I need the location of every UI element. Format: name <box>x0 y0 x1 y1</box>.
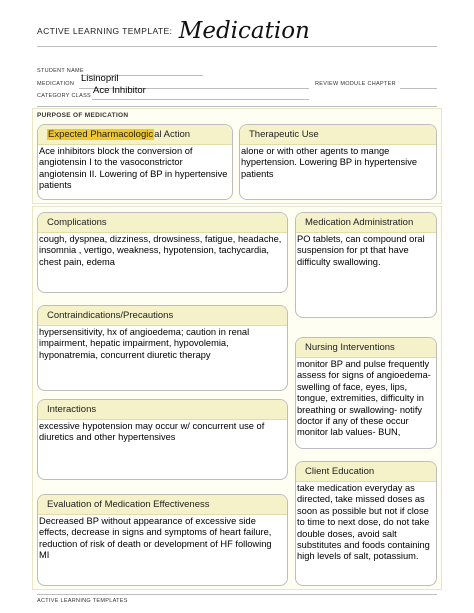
interactions-box <box>37 399 288 480</box>
text-line: diuretics and other hypertensives <box>39 432 176 443</box>
text-line: breathing or swallowing- notify <box>297 404 423 415</box>
text-line: take medication everyday as <box>297 483 415 493</box>
text-line: cough, dyspnea, dizziness, drowsiness, fatigue, headache, <box>39 234 282 244</box>
text-line: assess for signs of angioedema- <box>297 370 431 381</box>
text-line: alone or with other agents to mange <box>241 146 390 156</box>
client-education-title: Client Education <box>296 462 436 482</box>
template-name: Medication <box>178 18 310 44</box>
template-label: ACTIVE LEARNING TEMPLATE: <box>37 26 173 36</box>
text-line: impairment, hepatic impairment, hypovolemia, <box>39 338 229 349</box>
medication-label: MEDICATION <box>37 81 75 87</box>
text-line: suspension for pt that have <box>297 245 409 256</box>
text-line: reduction of risk of death or development of HF following <box>39 538 272 549</box>
text-line: hypertension. Lowering BP in hypertensive <box>241 157 418 168</box>
text-line: Ace inhibitors block the conversion of <box>39 146 193 156</box>
footer-text: ACTIVE LEARNING TEMPLATES <box>37 598 128 604</box>
text-line: excessive hypotension may occur w/ concurrent use of <box>39 421 265 431</box>
text-line: doctor if any of these occur <box>297 416 409 427</box>
text-line: hyponatremia, concurrent diuretic therapy <box>39 349 211 360</box>
text-line: hypersensitivity, hx of angioedema; caution in renal <box>39 327 250 337</box>
interactions-title: Interactions <box>38 400 287 420</box>
template-header <box>37 18 310 44</box>
therapeutic-use-text[interactable] <box>241 146 433 180</box>
nursing-interventions-text[interactable] <box>297 359 433 439</box>
text-line: directed, take missed doses as <box>297 494 425 505</box>
evaluation-text[interactable] <box>39 516 284 562</box>
text-line: monitor BP and pulse frequently <box>297 359 430 369</box>
medication-administration-text[interactable] <box>297 234 433 268</box>
complications-text[interactable] <box>39 234 284 268</box>
client-education-box <box>295 461 437 586</box>
footer-divider <box>37 594 437 595</box>
expected-action-title-highlight: Expected Pharmacologic <box>48 129 154 140</box>
text-line: patients <box>39 180 72 191</box>
evaluation-title: Evaluation of Medication Effectiveness <box>38 495 287 515</box>
expected-action-text[interactable] <box>39 146 229 192</box>
purpose-section-title: PURPOSE OF MEDICATION <box>37 112 129 119</box>
text-line: to time to next dose, do not take <box>297 517 430 528</box>
category-class-line <box>92 99 309 100</box>
review-module-line <box>400 88 437 89</box>
text-line: double doses, avoid salt <box>297 528 397 539</box>
contraindications-title: Contraindications/Precautions <box>38 306 287 326</box>
interactions-text[interactable] <box>39 421 284 444</box>
therapeutic-use-title: Therapeutic Use <box>240 125 436 145</box>
contraindications-box <box>37 305 288 391</box>
text-line: monitor lab values- BUN, <box>297 427 401 438</box>
expected-action-box <box>37 124 233 200</box>
nursing-interventions-box <box>295 337 437 449</box>
nursing-interventions-title: Nursing Interventions <box>296 338 436 358</box>
text-line: PO tablets, can compound oral <box>297 234 425 244</box>
fields-divider <box>37 106 437 107</box>
contraindications-text[interactable] <box>39 327 284 361</box>
review-module-label: REVIEW MODULE CHAPTER <box>315 81 396 87</box>
text-line: difficulty swallowing. <box>297 256 381 267</box>
category-class-field[interactable]: Ace Inhibitor <box>93 85 146 96</box>
complications-box <box>37 212 288 293</box>
text-line: soon as possible but not if close <box>297 505 429 516</box>
client-education-text[interactable] <box>297 483 433 563</box>
text-line: swelling of face, eyes, lips, <box>297 381 408 392</box>
header-divider <box>37 46 437 47</box>
category-class-label: CATEGORY CLASS <box>37 93 92 99</box>
medication-field[interactable]: Lisinopril <box>81 73 119 84</box>
text-line: MI <box>39 550 50 561</box>
text-line: angiotensin II. Lowering of BP in hypertensive <box>39 168 228 179</box>
text-line: effects, decrease in signs and symptoms of heart failure, <box>39 527 272 538</box>
text-line: chest pain, edema <box>39 256 115 267</box>
text-line: tongue, extremities, difficulty in <box>297 393 424 404</box>
complications-title: Complications <box>38 213 287 233</box>
evaluation-box <box>37 494 288 586</box>
expected-action-title-rest: al Action <box>154 129 191 140</box>
student-name-label: STUDENT NAME <box>37 68 84 74</box>
text-line: insomnia , vertigo, weakness, hypotension, tachycardia, <box>39 245 269 256</box>
therapeutic-use-box <box>239 124 437 200</box>
medication-administration-box <box>295 212 437 318</box>
expected-action-title <box>38 125 232 145</box>
text-line: angiotensin I to the vasoconstrictor <box>39 157 183 168</box>
medication-administration-title: Medication Administration <box>296 213 436 233</box>
text-line: high levels of salt, potassium. <box>297 551 419 562</box>
text-line: patients <box>241 168 274 179</box>
text-line: Decreased BP without appearance of excessive side <box>39 516 256 526</box>
text-line: substitutes and foods containing <box>297 540 430 551</box>
